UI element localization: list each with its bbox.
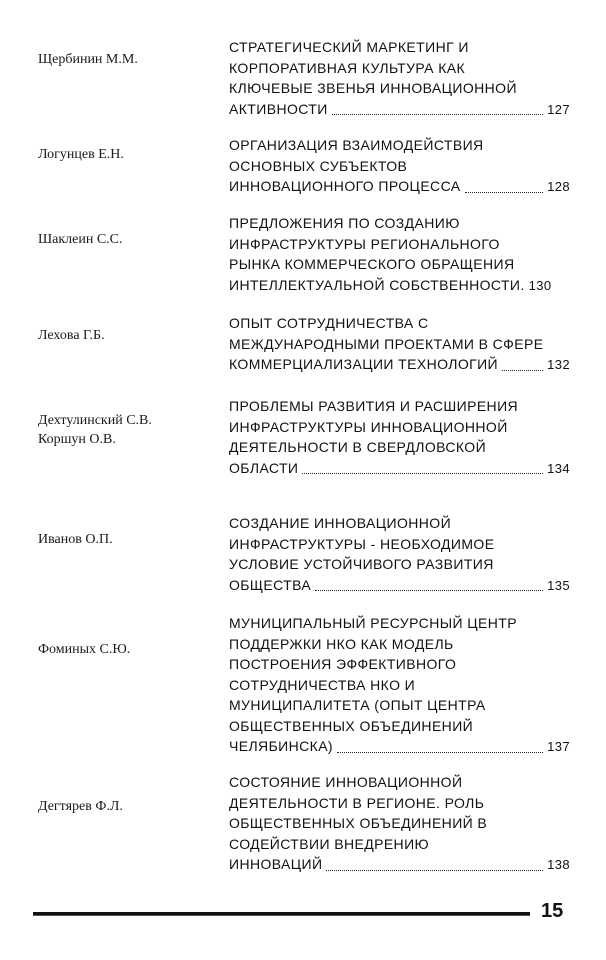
title-line: ПОДДЕРЖКИ НКО КАК МОДЕЛЬ	[229, 635, 454, 652]
author-name: Дегтярев Ф.Л.	[38, 799, 123, 814]
title-line: КОРПОРАТИВНАЯ КУЛЬТУРА КАК	[229, 59, 466, 76]
author-name: Щербинин М.М.	[38, 52, 138, 67]
page-ref: 138	[547, 857, 570, 872]
toc-entry-title	[229, 135, 570, 198]
dot-leader	[337, 751, 543, 753]
title-line: СОТРУДНИЧЕСТВА НКО И	[229, 676, 416, 693]
title-line: МУНИЦИПАЛЬНЫЙ РЕСУРСНЫЙ ЦЕНТР	[229, 615, 517, 631]
title-line: ПРЕДЛОЖЕНИЯ ПО СОЗДАНИЮ	[229, 215, 460, 231]
title-line: ИНФРАСТРУКТУРЫ РЕГИОНАЛЬНОГО	[229, 235, 500, 252]
title-line: ИНФРАСТРУКТУРЫ ИННОВАЦИОННОЙ	[229, 418, 508, 435]
title-line: РЫНКА КОММЕРЧЕСКОГО ОБРАЩЕНИЯ	[229, 256, 515, 272]
title-line: ОСНОВНЫХ СУБЪЕКТОВ	[229, 157, 408, 174]
toc-entry-title	[229, 313, 570, 376]
toc-entry-title	[229, 613, 570, 758]
page-ref: 132	[547, 357, 570, 372]
page-ref: 127	[547, 101, 570, 117]
footer-rule	[33, 912, 530, 915]
title-line: ОБЩЕСТВЕННЫХ ОБЪЕДИНЕНИЙ	[229, 717, 474, 734]
dot-leader	[302, 472, 543, 474]
page-number: 15	[541, 900, 564, 922]
title-line: СОСТОЯНИЕ ИННОВАЦИОННОЙ	[229, 774, 463, 790]
title-line: ЧЕЛЯБИНСКА)	[229, 738, 333, 754]
title-line: ИНФРАСТРУКТУРЫ - НЕОБХОДИМОЕ	[229, 535, 495, 552]
page-ref: 135	[547, 577, 570, 593]
dot-leader	[502, 369, 543, 371]
title-line: ИННОВАЦИЙ	[229, 856, 323, 872]
title-line: ОБЩЕСТВА	[229, 576, 312, 593]
toc-entry-title	[229, 513, 570, 596]
toc-entry-title	[229, 37, 570, 120]
dot-leader	[315, 589, 543, 591]
title-line: ДЕЯТЕЛЬНОСТИ В РЕГИОНЕ. РОЛЬ	[229, 794, 485, 811]
title-line: ПОСТРОЕНИЯ ЭФФЕКТИВНОГО	[229, 656, 457, 672]
author-name: Иванов О.П.	[38, 532, 113, 547]
title-line: СТРАТЕГИЧЕСКИЙ МАРКЕТИНГ И	[229, 39, 469, 55]
title-line: МЕЖДУНАРОДНЫМИ ПРОЕКТАМИ В СФЕРЕ	[229, 335, 544, 352]
dot-leader	[465, 191, 544, 193]
author-name: Дехтулинский С.В.	[38, 413, 152, 428]
title-line: СОДЕЙСТВИИ ВНЕДРЕНИЮ	[229, 835, 430, 852]
title-line: СОЗДАНИЕ ИННОВАЦИОННОЙ	[229, 515, 452, 531]
title-line: КЛЮЧЕВЫЕ ЗВЕНЬЯ ИННОВАЦИОННОЙ	[229, 80, 517, 96]
page-ref: 130	[528, 277, 552, 293]
title-line: МУНИЦИПАЛИТЕТА (ОПЫТ ЦЕНТРА	[229, 697, 486, 713]
title-line: ОБЛАСТИ	[229, 459, 299, 476]
author-name: Коршун О.В.	[38, 432, 116, 447]
title-line: УСЛОВИЕ УСТОЙЧИВОГО РАЗВИТИЯ	[229, 556, 494, 572]
page-ref: 134	[547, 460, 570, 476]
author-name: Шаклеин С.С.	[38, 232, 123, 247]
title-line: ДЕЯТЕЛЬНОСТИ В СВЕРДЛОВСКОЙ	[229, 439, 487, 455]
title-line: ИНТЕЛЛЕКТУАЛЬНОЙ СОБСТВЕННОСТИ.	[229, 276, 525, 293]
dot-leader	[326, 869, 543, 871]
title-line: ИННОВАЦИОННОГО ПРОЦЕССА	[229, 178, 461, 194]
toc-entry-title	[229, 396, 570, 479]
page-ref: 128	[547, 179, 570, 194]
title-line: АКТИВНОСТИ	[229, 100, 328, 117]
author-name: Лехова Г.Б.	[38, 328, 105, 343]
title-line: КОММЕРЦИАЛИЗАЦИИ ТЕХНОЛОГИЙ	[229, 356, 499, 372]
author-name: Фоминых С.Ю.	[38, 642, 131, 657]
title-line: ОРГАНИЗАЦИЯ ВЗАИМОДЕЙСТВИЯ	[229, 137, 484, 153]
title-line: ПРОБЛЕМЫ РАЗВИТИЯ И РАСШИРЕНИЯ	[229, 398, 519, 414]
dot-leader	[332, 113, 543, 115]
title-line: ОПЫТ СОТРУДНИЧЕСТВА С	[229, 315, 429, 331]
toc-entry-title	[229, 772, 570, 876]
author-name: Логунцев Е.Н.	[38, 147, 124, 162]
title-line: ОБЩЕСТВЕННЫХ ОБЪЕДИНЕНИЙ В	[229, 815, 488, 831]
page-ref: 137	[547, 739, 570, 754]
toc-entry-title	[229, 213, 570, 296]
